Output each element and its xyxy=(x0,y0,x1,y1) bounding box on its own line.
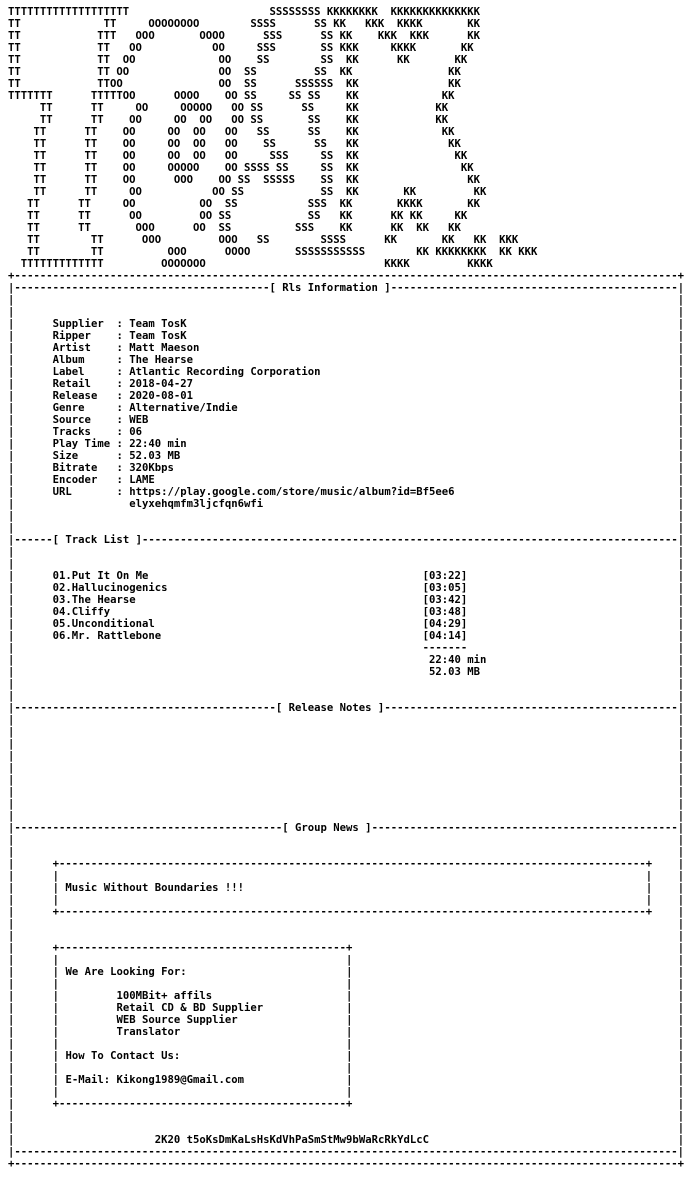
logo-line: TT TT OOO OOOO SSSSSSSSSSS KK KKKKKKKK KK KKK xyxy=(8,246,538,258)
footer-tag: 2K20 t5oKsDmKaLsHsKdVhPaSmStMw9bWaRcRkYdLcC xyxy=(154,1134,429,1146)
rls-key: Supplier xyxy=(52,318,117,330)
track-title: 01.Put It On Me xyxy=(52,570,423,582)
track-time: [04:14] xyxy=(422,630,468,642)
blank-line: | | xyxy=(8,846,684,858)
rls-key: Encoder xyxy=(52,474,117,486)
recruit-item: Translator xyxy=(116,1026,181,1038)
rls-info-row: | Release : 2020-08-01 | xyxy=(8,390,684,402)
rls-info-row: | Ripper : Team TosK | xyxy=(8,330,684,342)
section-header: [ Rls Information ] xyxy=(269,282,391,294)
recruit-blank: | | | | xyxy=(8,954,684,966)
blank-line: | | xyxy=(8,1122,684,1134)
logo-art-line xyxy=(8,234,672,246)
rls-info-row: | Play Time : 22:40 min | xyxy=(8,438,684,450)
track-row: | 02.Hallucinogenics [03:05] | xyxy=(8,582,684,594)
logo-line: TT TT OO OO SS SSS KK KKKK KK xyxy=(8,198,480,210)
logo-art-line xyxy=(8,30,672,42)
track-row: | 06.Mr. Rattlebone [04:14] | xyxy=(8,630,684,642)
logo-line: TT TT OO OO OO OO SS SS KK KK xyxy=(8,126,455,138)
rls-header-rule: |----------------------------------------[ Rls Information ]---------------------------------------------| xyxy=(8,282,684,294)
track-time: [03:22] xyxy=(422,570,468,582)
rls-key: Label xyxy=(52,366,117,378)
logo-line: TT TTOO OO SS SSSSSS KK KK xyxy=(8,78,461,90)
logo-art-line xyxy=(8,126,672,138)
logo-line: TT TT OOOOOOOO SSSS SS KK KKK KKKK KK xyxy=(8,18,480,30)
rls-key: Play Time xyxy=(52,438,117,450)
logo-art-line xyxy=(8,18,672,30)
logo-line: TT TT OO OOOOO OO SS SS KK KK xyxy=(8,102,449,114)
total-time: 22:40 min xyxy=(428,654,487,666)
logo-line: TTTTTTTTTTTTTTTTTTT SSSSSSSS KKKKKKKK KKKKKKKKKKKKKK xyxy=(8,6,480,18)
logo-line: TT TT OO OO SS SS KK KK KK xyxy=(8,186,487,198)
rls-value: 2020-08-01 xyxy=(129,390,193,402)
logo-art-line xyxy=(8,78,672,90)
rls-value: 22:40 min xyxy=(129,438,187,450)
rls-value: The Hearse xyxy=(129,354,193,366)
logo-art-line xyxy=(8,114,672,126)
rls-info-row: | Bitrate : 320Kbps | xyxy=(8,462,684,474)
track-title: 06.Mr. Rattlebone xyxy=(52,630,423,642)
section-header: [ Group News ] xyxy=(282,822,372,834)
logo-line: TT TT OO OOO OO SS SSSSS SS KK KK xyxy=(8,174,480,186)
recruit-item-row: | | 100MBit+ affils | | xyxy=(8,990,684,1002)
rls-value: 2018-04-27 xyxy=(129,378,193,390)
blank-line: | | xyxy=(8,726,684,738)
recruit-box-bottom: | +---------------------------------------------+ | xyxy=(8,1098,684,1110)
blank-line: | | xyxy=(8,678,684,690)
logo-line: TT TT OO OO OO OO SS SS KK KK xyxy=(8,138,461,150)
logo-art-line xyxy=(8,186,672,198)
rls-key: Bitrate xyxy=(52,462,117,474)
blank-line: | | xyxy=(8,918,684,930)
contact-email: E-Mail: Kikong1989@Gmail.com xyxy=(65,1074,245,1086)
blank-line: | | xyxy=(8,810,684,822)
logo-art-line xyxy=(8,90,672,102)
rls-info-row: | Source : WEB | xyxy=(8,414,684,426)
slogan-box-line: | | | | xyxy=(8,894,684,906)
frame-bottom-rule: |--------------------------------------------------------------------------------------------------------| xyxy=(8,1146,684,1158)
track-row: | 05.Unconditional [04:29] | xyxy=(8,618,684,630)
rls-value: elyxehqmfm3ljcfqn6wfi xyxy=(129,498,264,510)
total-size-row: | 52.03 MB | xyxy=(8,666,684,678)
blank-line: | | xyxy=(8,786,684,798)
logo-art-line xyxy=(8,138,672,150)
track-time: [03:05] xyxy=(422,582,468,594)
logo-art-line xyxy=(8,246,672,258)
logo-art-line xyxy=(8,210,672,222)
logo-line: TTTTTTT TTTTTOO OOOO OO SS SS SS KK KK xyxy=(8,90,455,102)
blank-line: | | xyxy=(8,774,684,786)
rls-value: Team TosK xyxy=(129,318,187,330)
rls-key: Tracks xyxy=(52,426,117,438)
tracklist-header-rule: |------[ Track List ]------------------------------------------------------------------------------------| xyxy=(8,534,684,546)
logo-line: TT TTT OOO OOOO SSS SS KK KKK KKK KK xyxy=(8,30,480,42)
rls-value: 320Kbps xyxy=(129,462,174,474)
recruit-item-row: | | Translator | | xyxy=(8,1026,684,1038)
frame-top: +--------------------------------------------------------------------------------------------------------+ xyxy=(8,270,684,282)
blank-line: | | xyxy=(8,546,684,558)
rls-key: Retail xyxy=(52,378,117,390)
recruit-box-top: | +---------------------------------------------+ | xyxy=(8,942,684,954)
rls-key: Source xyxy=(52,414,117,426)
slogan-box-top: | +--------------------------------------------------------------------------------------------+ | xyxy=(8,858,684,870)
rls-info-row: | Album : The Hearse | xyxy=(8,354,684,366)
slogan-box-bottom: | +--------------------------------------------------------------------------------------------+ | xyxy=(8,906,684,918)
rls-key: Ripper xyxy=(52,330,117,342)
rls-key xyxy=(53,498,117,510)
logo-line: TT TT OO OO OO OO SSS SS KK KK xyxy=(8,150,468,162)
recruit-item: 100MBit+ affils xyxy=(116,990,213,1002)
rls-value: Matt Maeson xyxy=(129,342,200,354)
rls-info-row: | Size : 52.03 MB | xyxy=(8,450,684,462)
rls-value: https://play.google.com/store/music/album?id=Bf5ee6 xyxy=(129,486,455,498)
logo-art-line xyxy=(8,102,672,114)
blank-line: | | xyxy=(8,762,684,774)
track-time: [03:42] xyxy=(422,594,468,606)
rls-key: Genre xyxy=(52,402,117,414)
rls-info-row: | Artist : Matt Maeson | xyxy=(8,342,684,354)
blank-line: | | xyxy=(8,690,684,702)
recruit-blank: | | | | xyxy=(8,1086,684,1098)
rls-value: WEB xyxy=(129,414,149,426)
rls-value: LAME xyxy=(129,474,155,486)
rls-value: 06 xyxy=(129,426,142,438)
logo-art-line xyxy=(8,6,672,18)
recruit-heading: We Are Looking For: xyxy=(65,966,187,978)
rls-key: URL xyxy=(52,486,117,498)
rls-info-row: | elyxehqmfm3ljcfqn6wfi | xyxy=(8,498,684,510)
rls-key: Artist xyxy=(52,342,117,354)
logo-line: TT TT OOO OO SS SSS KK KK KK KK xyxy=(8,222,461,234)
track-row: | 01.Put It On Me [03:22] | xyxy=(8,570,684,582)
rls-info-row: | Retail : 2018-04-27 | xyxy=(8,378,684,390)
total-separator: ------- xyxy=(422,642,468,654)
total-separator-row: | ------- | xyxy=(8,642,684,654)
rls-info-row: | Encoder : LAME | xyxy=(8,474,684,486)
logo-art-line xyxy=(8,42,672,54)
frame-bottom: +--------------------------------------------------------------------------------------------------------+ xyxy=(8,1158,684,1170)
section-header: [ Release Notes ] xyxy=(275,702,385,714)
track-row: | 04.Cliffy [03:48] | xyxy=(8,606,684,618)
logo-line: TTTTTTTTTTTTT OOOOOOO KKKK KKKK xyxy=(8,258,493,270)
rls-info-row: | URL : https://play.google.com/store/music/album?id=Bf5ee6 | xyxy=(8,486,684,498)
track-title: 03.The Hearse xyxy=(52,594,423,606)
group-news-header-rule: |------------------------------------------[ Group News ]------------------------------------------------| xyxy=(8,822,684,834)
rls-key: Size xyxy=(52,450,117,462)
recruit-heading-row: | | We Are Looking For: | | xyxy=(8,966,684,978)
blank-line: | | xyxy=(8,714,684,726)
recruit-item-row: | | Retail CD & BD Supplier | | xyxy=(8,1002,684,1014)
slogan-row: | | Music Without Boundaries !!! | | xyxy=(8,882,684,894)
logo-art-line xyxy=(8,150,672,162)
track-title: 02.Hallucinogenics xyxy=(52,582,423,594)
recruit-blank: | | | | xyxy=(8,1038,684,1050)
slogan-text: Music Without Boundaries !!! xyxy=(65,882,646,894)
blank-line: | | xyxy=(8,738,684,750)
logo-art-line xyxy=(8,198,672,210)
rls-value: 52.03 MB xyxy=(129,450,181,462)
track-time: [03:48] xyxy=(422,606,468,618)
logo-art-line xyxy=(8,258,672,270)
blank-line: | | xyxy=(8,510,684,522)
logo-art-line xyxy=(8,66,672,78)
blank-line: | | xyxy=(8,306,684,318)
blank-line: | | xyxy=(8,294,684,306)
release-notes-header-rule: |-----------------------------------------[ Release Notes ]----------------------------------------------| xyxy=(8,702,684,714)
rls-info-row: | Label : Atlantic Recording Corporation | xyxy=(8,366,684,378)
contact-heading: How To Contact Us: xyxy=(65,1050,181,1062)
blank-line: | | xyxy=(8,522,684,534)
total-time-row: | 22:40 min | xyxy=(8,654,684,666)
recruit-blank: | | | | xyxy=(8,978,684,990)
recruit-item: WEB Source Supplier xyxy=(116,1014,238,1026)
logo-line: TT TT OO OO OO OO SS SS KK KK xyxy=(8,114,449,126)
rls-info-row: | Tracks : 06 | xyxy=(8,426,684,438)
track-time: [04:29] xyxy=(422,618,468,630)
rls-info-row: | Genre : Alternative/Indie | xyxy=(8,402,684,414)
track-row: | 03.The Hearse [03:42] | xyxy=(8,594,684,606)
logo-art-line xyxy=(8,222,672,234)
rls-key: Album xyxy=(52,354,117,366)
slogan-box-line: | | | | xyxy=(8,870,684,882)
recruit-item-row: | | WEB Source Supplier | | xyxy=(8,1014,684,1026)
blank-line: | | xyxy=(8,798,684,810)
recruit-blank: | | | | xyxy=(8,1062,684,1074)
logo-line: TT TT OO OO SS SS KK KK xyxy=(8,66,461,78)
rls-info-row: | Supplier : Team TosK | xyxy=(8,318,684,330)
section-header: [ Track List ] xyxy=(52,534,142,546)
logo-line: TT TT OO OO SS SS KK KK KK xyxy=(8,54,468,66)
track-title: 04.Cliffy xyxy=(52,606,423,618)
logo-line: TT TT OOO OOO SS SSSS KK KK KK KKK xyxy=(8,234,519,246)
recruit-item: Retail CD & BD Supplier xyxy=(116,1002,264,1014)
rls-value: Atlantic Recording Corporation xyxy=(129,366,321,378)
rls-key: Release xyxy=(52,390,117,402)
total-size: 52.03 MB xyxy=(428,666,480,678)
email-row: | | E-Mail: Kikong1989@Gmail.com | | xyxy=(8,1074,684,1086)
logo-art-line xyxy=(8,174,672,186)
logo-line: TT TT OO OO SS SS KK KK KK KK xyxy=(8,210,468,222)
blank-line: | | xyxy=(8,1110,684,1122)
logo-art-line xyxy=(8,162,672,174)
logo-art-line xyxy=(8,54,672,66)
blank-line: | | xyxy=(8,750,684,762)
track-title: 05.Unconditional xyxy=(52,618,423,630)
rls-value: Alternative/Indie xyxy=(129,402,238,414)
logo-line: TT TT OO OOOOO OO SSSS SS SS KK KK xyxy=(8,162,474,174)
footer-row: | 2K20 t5oKsDmKaLsHsKdVhPaSmStMw9bWaRcRkYdLcC | xyxy=(8,1134,684,1146)
blank-line: | | xyxy=(8,930,684,942)
logo-line: TT TT OO OO SSS SS KKK KKKK KK xyxy=(8,42,474,54)
blank-line: | | xyxy=(8,558,684,570)
rls-value: Team TosK xyxy=(129,330,187,342)
blank-line: | | xyxy=(8,834,684,846)
contact-heading-row: | | How To Contact Us: | | xyxy=(8,1050,684,1062)
